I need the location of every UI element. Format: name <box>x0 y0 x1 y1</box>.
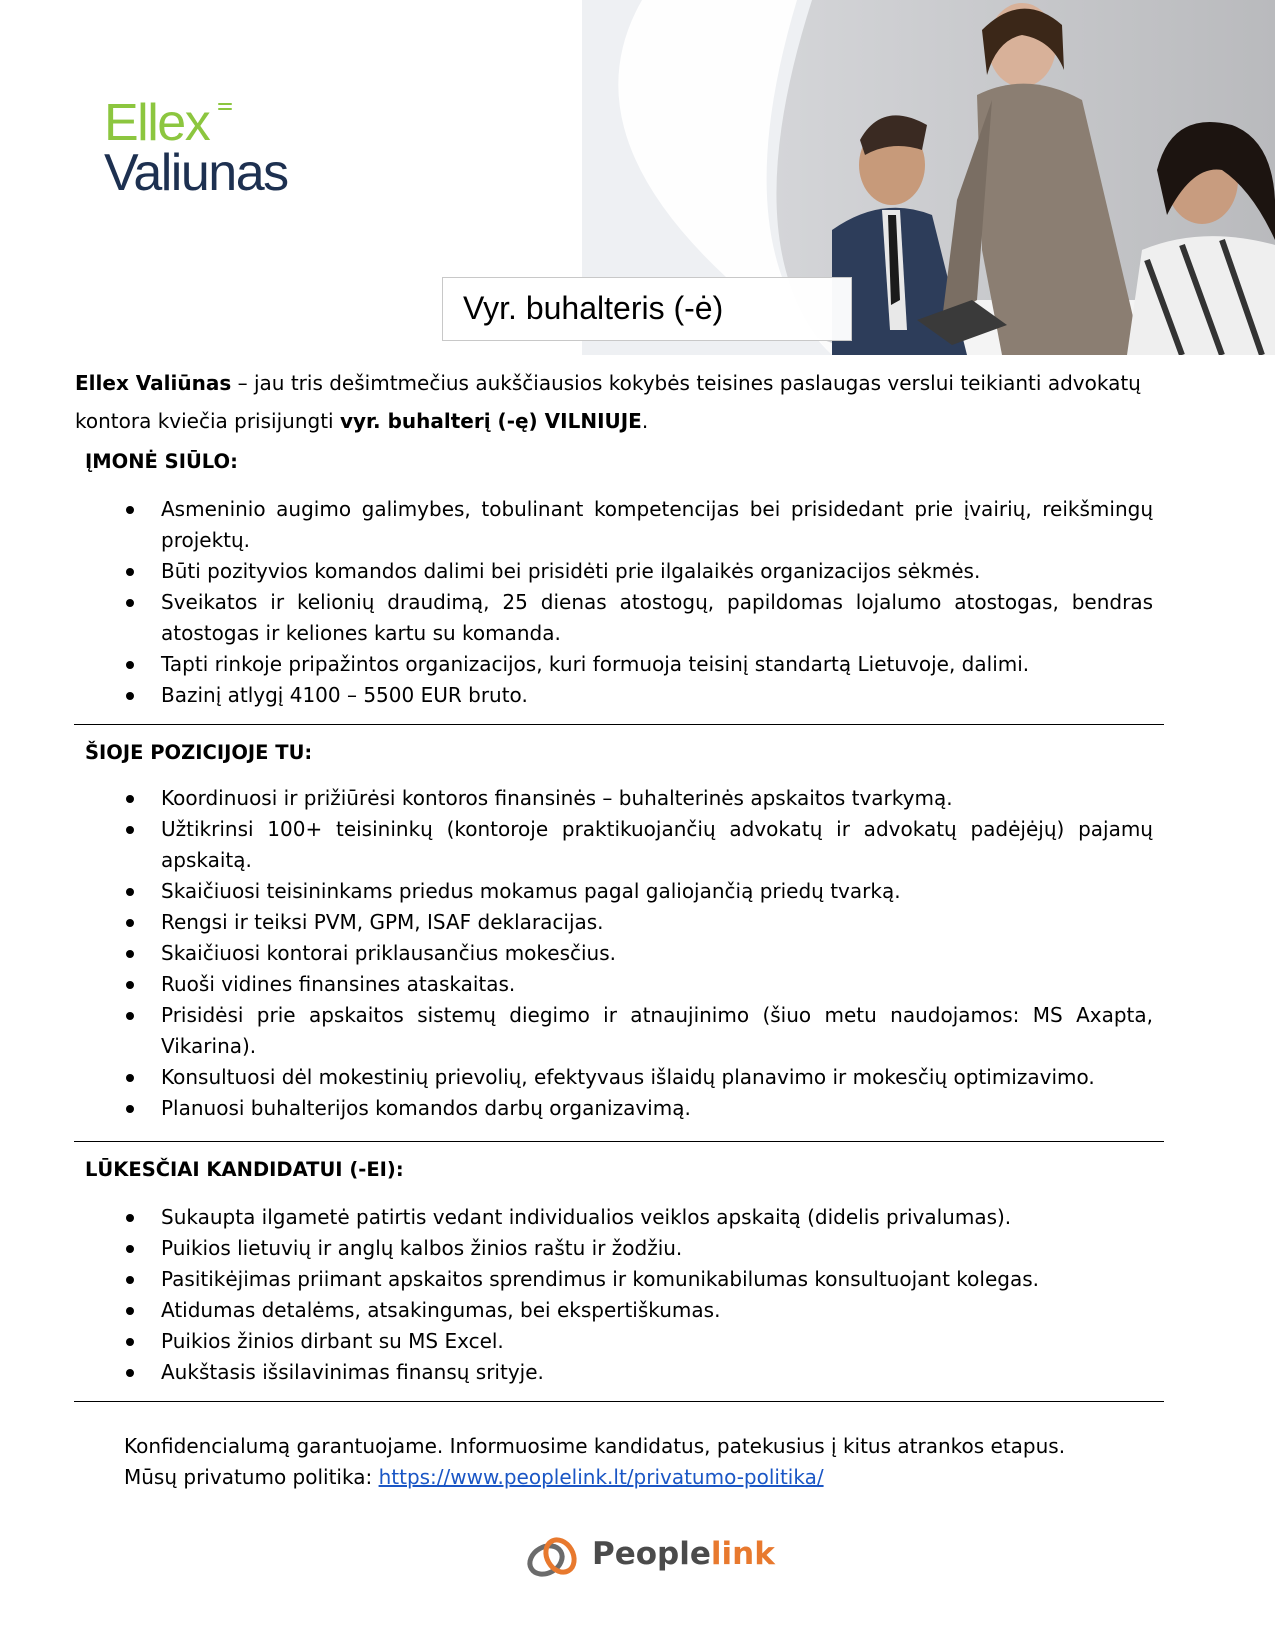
list-item: Puikios lietuvių ir anglų kalbos žinios raštu ir žodžiu. <box>75 1233 1153 1264</box>
list-item: Ruoši vidines finansines ataskaitas. <box>75 969 1153 1000</box>
list-item: Koordinuosi ir prižiūrėsi kontoros finansinės – buhalterinės apskaitos tvarkymą. <box>75 783 1153 814</box>
privacy-label: Mūsų privatumo politika: <box>124 1465 379 1489</box>
footer-privacy-line <box>124 1462 1065 1493</box>
expectations-list <box>75 1202 1153 1388</box>
section-divider <box>74 1141 1164 1142</box>
page-title: Vyr. buhalteris (-ė) <box>463 290 724 326</box>
intro-paragraph <box>75 364 1165 440</box>
list-item: Prisidėsi prie apskaitos sistemų diegimo ir atnaujinimo (šiuo metu naudojamos: MS Axapta, Vikarina). <box>75 1000 1153 1062</box>
list-item: Sukaupta ilgametė patirtis vedant individualios veiklos apskaitą (didelis privalumas). <box>75 1202 1153 1233</box>
peoplelink-mark-icon <box>524 1530 584 1586</box>
footer-note <box>124 1431 1065 1493</box>
list-item: Asmeninio augimo galimybes, tobulinant kompetencijas bei prisidedant prie įvairių, reikšmingų projektų. <box>75 494 1153 556</box>
logo-line-ellex: Ellex <box>104 94 210 152</box>
list-item: Užtikrinsi 100+ teisininkų (kontoroje praktikuojančių advokatų ir advokatų padėjėjų) pajamų apskaitą. <box>75 814 1153 876</box>
logo-mark-icon <box>218 103 232 113</box>
list-item: Bazinį atlygį 4100 – 5500 EUR bruto. <box>75 680 1153 711</box>
list-item: Skaičiuosi teisininkams priedus mokamus pagal galiojančią priedų tvarką. <box>75 876 1153 907</box>
intro-text-1: – jau tris dešimtmečius aukščiausios kokybės teisines paslaugas verslui teikianti advokatų kontora kviečia prisijungti <box>75 371 1141 433</box>
section-heading-expectations: LŪKESČIAI KANDIDATUI (-EI): <box>85 1158 404 1181</box>
peoplelink-part2: link <box>710 1536 775 1572</box>
list-item: Rengsi ir teiksi PVM, GPM, ISAF deklaracijas. <box>75 907 1153 938</box>
peoplelink-logo <box>524 1530 775 1586</box>
section-heading-offer: ĮMONĖ SIŪLO: <box>85 450 238 473</box>
list-item: Tapti rinkoje pripažintos organizacijos, kuri formuoja teisinį standartą Lietuvoje, dalimi. <box>75 649 1153 680</box>
list-item: Būti pozityvios komandos dalimi bei prisidėti prie ilgalaikės organizacijos sėkmės. <box>75 556 1153 587</box>
ellex-valiunas-logo <box>104 94 288 202</box>
list-item: Skaičiuosi kontorai priklausančius mokesčius. <box>75 938 1153 969</box>
title-box <box>442 277 852 341</box>
privacy-policy-link[interactable]: https://www.peoplelink.lt/privatumo-politika/ <box>378 1465 824 1489</box>
section-divider <box>74 1401 1164 1402</box>
list-item: Aukštasis išsilavinimas finansų srityje. <box>75 1357 1153 1388</box>
intro-company: Ellex Valiūnas <box>75 371 232 395</box>
footer-confidentiality: Konfidencialumą garantuojame. Informuosime kandidatus, patekusius į kitus atrankos etapus. <box>124 1434 1066 1458</box>
list-item: Pasitikėjimas priimant apskaitos sprendimus ir komunikabilumas konsultuojant kolegas. <box>75 1264 1153 1295</box>
section-divider <box>74 724 1164 725</box>
list-item: Sveikatos ir kelionių draudimą, 25 dienas atostogų, papildomas lojalumo atostogas, bendras atostogas ir keliones kartu su komanda. <box>75 587 1153 649</box>
section-heading-role: ŠIOJE POZICIJOJE TU: <box>85 741 313 764</box>
peoplelink-part1: People <box>592 1536 711 1572</box>
intro-position: vyr. buhalterį (-ę) VILNIUJE <box>339 409 642 433</box>
peoplelink-wordmark <box>592 1536 775 1572</box>
intro-text-2: . <box>641 409 649 433</box>
logo-line-valiunas: Valiunas <box>104 144 288 202</box>
list-item: Konsultuosi dėl mokestinių prievolių, efektyvaus išlaidų planavimo ir mokesčių optimizavimo. <box>75 1062 1153 1093</box>
list-item: Puikios žinios dirbant su MS Excel. <box>75 1326 1153 1357</box>
list-item: Planuosi buhalterijos komandos darbų organizavimą. <box>75 1093 1153 1124</box>
list-item: Atidumas detalėms, atsakingumas, bei ekspertiškumas. <box>75 1295 1153 1326</box>
offer-list <box>75 494 1153 711</box>
role-list <box>75 783 1153 1124</box>
